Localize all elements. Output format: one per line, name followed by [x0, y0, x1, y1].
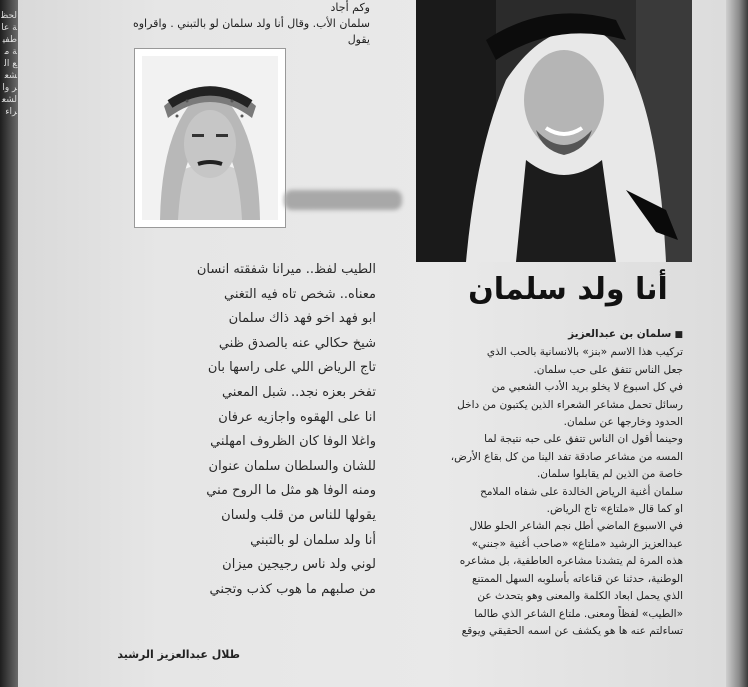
- intro-text: [80, 0, 370, 48]
- left-page-edge: [0, 0, 18, 687]
- article-line: هذه المرة لم يتشدنا مشاعره العاطفية، بل مشاعره: [459, 555, 683, 568]
- article-line: تساءلتم عنه ها هو يكشف عن اسمه الحقيقي ويوقع: [461, 624, 683, 637]
- article-line: الحدود وخارجها عن سلمان.: [563, 416, 683, 429]
- poem-line: ابو فهد اخو فهد ذاك سلمان: [228, 311, 376, 327]
- article-line: في كل اسبوع لا يخلو بريد الأدب الشعبي من: [491, 381, 683, 394]
- poem-line: ومنه الوفا هو مثل ما الروح مني: [206, 483, 376, 499]
- blurred-caption: [284, 190, 402, 210]
- poet-portrait-image: [142, 56, 278, 220]
- article-line: عبدالعزيز الرشيد «ملتاع» «صاحب أغنية «جنني»: [471, 537, 683, 550]
- article-body: [403, 326, 683, 640]
- article-line: سلمان أغنية الرياض الخالدة على شفاه الملامح: [480, 485, 683, 498]
- article-line: او كما قال «ملتاع» تاج الرياض.: [546, 503, 683, 516]
- poem-line: من صلبهم ما هوب كذب وتجني: [209, 581, 376, 597]
- article-line: جعل الناس تتفق على حب سلمان.: [533, 363, 683, 376]
- salman-image: [416, 0, 692, 262]
- intro-line: سلمان الأب. وقال أنا ولد سلمان لو بالتبني . واقراوه: [132, 17, 370, 30]
- article-headline: أنا ولد سلمان: [468, 272, 668, 307]
- article-line: خاصة من الذين لم يقابلوا سلمان.: [536, 468, 683, 481]
- article-line: الوطنية، حدثنا عن قناعاته بأسلوبه السهل الممتنع: [471, 572, 683, 585]
- poem-line: تفخر بعزه نجد.. شبل المعني: [221, 384, 376, 400]
- article-line: الذي يحمل ابعاد الكلمة والمعنى وهو يتحدث عن: [477, 590, 683, 603]
- article-line: وحينما أقول ان الناس تتفق على حبه نتيجة لما: [484, 433, 683, 446]
- poem: [36, 258, 376, 602]
- poem-line: الطيب لفظ.. ميرانا شفقته انسان: [196, 262, 376, 277]
- article-line: ■ سلمان بن عبدالعزيز: [403, 326, 683, 344]
- poet-signature: طلال عبدالعزيز الرشيد: [117, 648, 240, 661]
- poet-portrait-photo: [134, 48, 286, 228]
- poem-line: تاج الرياض اللي على راسها بان: [207, 360, 376, 376]
- article-line: في الاسبوع الماضي أطل نجم الشاعر الحلو طلال: [469, 520, 683, 533]
- article-line: المسه من مشاعر صادقة تفد الينا من كل بقاع الأرض،: [450, 450, 683, 463]
- poem-line: معناه.. شخص تاه فيه التغني: [224, 286, 376, 302]
- magazine-page: [18, 0, 726, 687]
- poem-line: انا على الهقوه واجازيه عرفان: [218, 409, 376, 425]
- poem-line: شيخ حكالي عنه بالصدق ظني: [218, 335, 376, 351]
- poem-line: للشان والسلطان سلمان عنوان: [208, 458, 376, 474]
- intro-line: يقول: [347, 33, 370, 46]
- left-page-edge-text: لحظة عاطفية مع الشعر والشعراء: [1, 11, 17, 117]
- salman-photo: [416, 0, 692, 262]
- page-fold-shadow: [726, 0, 748, 687]
- poem-line: يقولها للناس من قلب ولسان: [221, 507, 376, 523]
- article-line: رسائل تحمل مشاعر الشعراء الذين يكتبون من داخل: [457, 398, 683, 411]
- article-line: تركيب هذا الاسم «بنز» بالانسانية بالحب الذي: [486, 346, 683, 359]
- poem-line: لوني ولد ناس رجيجين ميزان: [222, 557, 376, 573]
- poem-line: أنا ولد سلمان لو بالتبني: [250, 532, 376, 548]
- article-line: «الطيب» لفظاً ومعنى. ملتاع الشاعر الذي طالما: [474, 607, 683, 620]
- poem-line: واغلا الوفا كان الظروف امهلني: [210, 434, 376, 450]
- intro-line: وكم أجاد: [330, 1, 370, 14]
